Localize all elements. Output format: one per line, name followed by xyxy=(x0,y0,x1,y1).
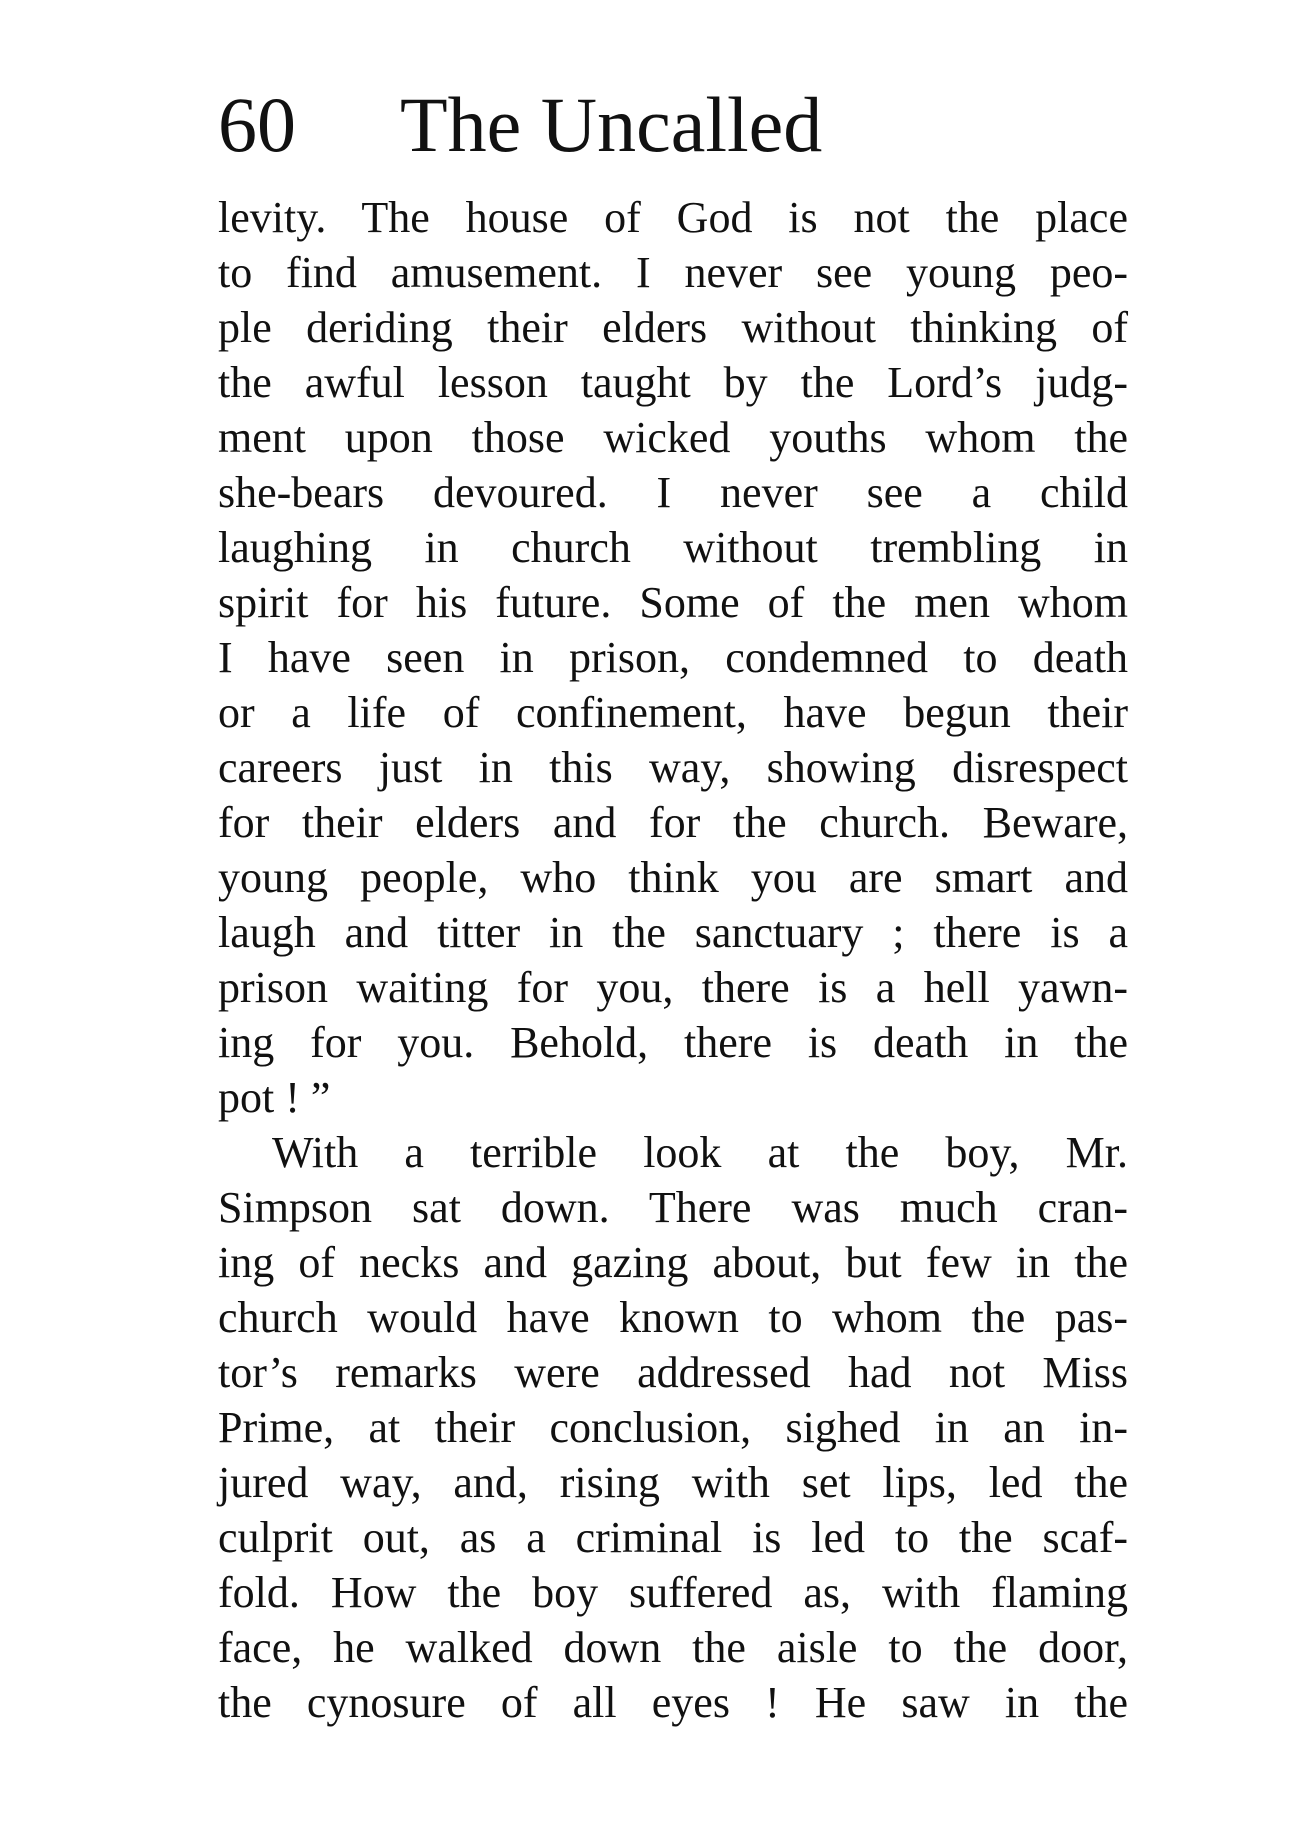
text-line: laugh and titter in the sanctuary ; there is a xyxy=(218,908,1128,957)
text-line: Prime, at their conclusion, sighed in an in- xyxy=(218,1403,1128,1452)
page-header xyxy=(218,70,1118,180)
text-line: With a terrible look at the boy, Mr. xyxy=(272,1128,1128,1177)
text-line: ing of necks and gazing about, but few in the xyxy=(218,1238,1128,1287)
text-line: young people, who think you are smart and xyxy=(218,853,1128,902)
text-line: face, he walked down the aisle to the door, xyxy=(218,1623,1128,1672)
text-line: to find amusement. I never see young peo- xyxy=(218,248,1128,297)
text-line: ing for you. Behold, there is death in the xyxy=(218,1018,1128,1067)
text-line: the awful lesson taught by the Lord’s judg- xyxy=(218,358,1128,407)
text-line: spirit for his future. Some of the men whom xyxy=(218,578,1128,627)
text-line: for their elders and for the church. Beware, xyxy=(218,798,1128,847)
text-line: careers just in this way, showing disrespect xyxy=(218,743,1128,792)
text-line: the cynosure of all eyes ! He saw in the xyxy=(218,1678,1128,1727)
text-line: culprit out, as a criminal is led to the scaf- xyxy=(218,1513,1128,1562)
text-line: I have seen in prison, condemned to death xyxy=(218,633,1128,682)
text-line: jured way, and, rising with set lips, led the xyxy=(218,1458,1128,1507)
text-line: laughing in church without trembling in xyxy=(218,523,1128,572)
text-line: ple deriding their elders without thinking of xyxy=(218,303,1128,352)
text-line: or a life of confinement, have begun their xyxy=(218,688,1128,737)
running-title: The Uncalled xyxy=(400,81,823,168)
text-line: prison waiting for you, there is a hell yawn- xyxy=(218,963,1128,1012)
text-line: church would have known to whom the pas- xyxy=(218,1293,1128,1342)
text-line: fold. How the boy suffered as, with flaming xyxy=(218,1568,1128,1617)
page-number: 60 xyxy=(218,81,296,168)
text-line: tor’s remarks were addressed had not Miss xyxy=(218,1348,1128,1397)
text-line: levity. The house of God is not the place xyxy=(218,193,1128,242)
text-line: pot ! ” xyxy=(218,1073,331,1122)
text-line: ment upon those wicked youths whom the xyxy=(218,413,1128,462)
text-line: Simpson sat down. There was much cran- xyxy=(218,1183,1128,1232)
text-line: she-bears devoured. I never see a child xyxy=(218,468,1128,517)
body-text xyxy=(218,190,1128,1730)
